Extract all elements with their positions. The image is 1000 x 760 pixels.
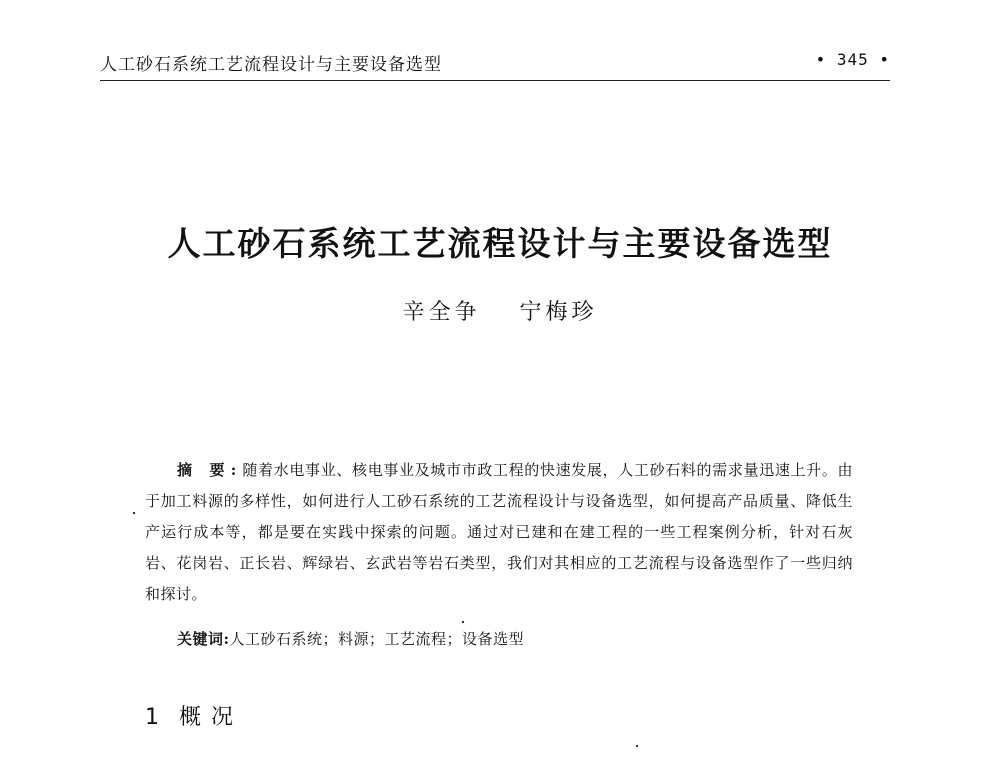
section-heading bbox=[145, 700, 243, 731]
author-name: 宁梅珍 bbox=[519, 300, 598, 325]
section-number: 1 bbox=[145, 705, 159, 730]
abstract bbox=[145, 455, 853, 610]
section-title: 概况 bbox=[179, 705, 244, 730]
keywords bbox=[177, 628, 524, 649]
keywords-label: 关键词: bbox=[177, 630, 230, 648]
paper-title: 人工砂石系统工艺流程设计与主要设备选型 bbox=[167, 224, 833, 263]
running-header-title: 人工砂石系统工艺流程设计与主要设备选型 bbox=[100, 55, 442, 75]
header-rule bbox=[100, 80, 890, 81]
running-header bbox=[100, 50, 890, 76]
keywords-text: 人工砂石系统；料源；工艺流程；设备选型 bbox=[229, 630, 525, 648]
scan-speck bbox=[462, 621, 464, 623]
author-list bbox=[0, 295, 1000, 326]
abstract-label: 摘 要: bbox=[177, 461, 243, 479]
page-number: • 345 • bbox=[815, 50, 890, 69]
scan-speck bbox=[636, 745, 638, 747]
scan-speck bbox=[133, 512, 135, 514]
abstract-text: 随着水电事业、核电事业及城市市政工程的快速发展，人工砂石料的需求量迅速上升。由于加工料源的多样性，如何进行人工砂石系统的工艺流程设计与设备选型，如何提高产品质量、降低生产运行成本等，都是要在实践中探索的问题。通过对已建和在建工程的一些工程案例分析，针对石灰岩、花岗岩、正长岩、辉绿岩、玄武岩等岩石类型，我们对其相应的工艺流程与设备选型作了一些归纳和探讨。 bbox=[145, 461, 853, 603]
author-name: 辛全争 bbox=[402, 300, 481, 325]
